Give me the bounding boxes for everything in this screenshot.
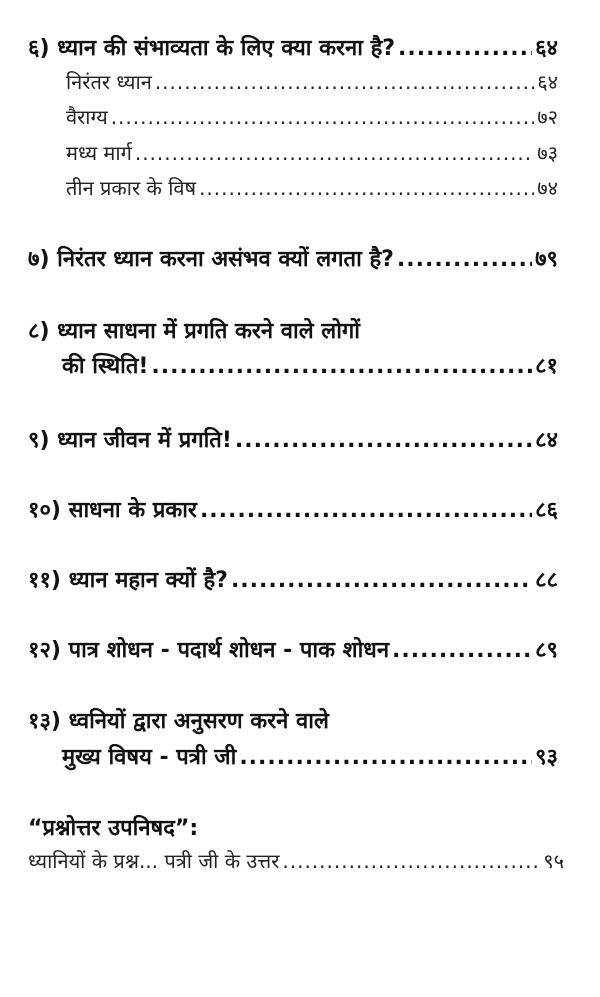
toc-entry-12[interactable] bbox=[0, 634, 600, 664]
toc-subentry-label: निरंतर ध्यान bbox=[66, 70, 152, 94]
dot-leader bbox=[235, 428, 532, 453]
dot-leader bbox=[398, 36, 532, 61]
toc-subentry[interactable] bbox=[0, 103, 600, 130]
toc-subentry[interactable] bbox=[0, 174, 600, 201]
toc-entry-label: ९) ध्यान जीवन में प्रगति! bbox=[28, 428, 232, 453]
toc-entry-6[interactable] bbox=[0, 32, 600, 62]
dot-leader bbox=[231, 568, 532, 593]
toc-page-number: ७४ bbox=[537, 176, 558, 200]
toc-page-number: ८६ bbox=[535, 498, 558, 523]
dot-leader bbox=[199, 176, 534, 200]
toc-entry-8-line1: ८) ध्यान साधना में प्रगति करने वाले लोगों bbox=[28, 319, 361, 344]
dot-leader bbox=[239, 745, 532, 770]
toc-page-number: ६४ bbox=[535, 36, 558, 61]
toc-page-number: ८८ bbox=[535, 568, 558, 593]
dot-leader bbox=[111, 105, 534, 129]
toc-subentry[interactable] bbox=[0, 68, 600, 95]
toc-entry-10[interactable] bbox=[0, 494, 600, 524]
section-heading: “प्रश्नोत्तर उपनिषद”: bbox=[28, 816, 199, 841]
toc-entry-7[interactable] bbox=[0, 243, 600, 273]
toc-page-number: ७९ bbox=[535, 247, 558, 272]
toc-subentry-label: तीन प्रकार के विष bbox=[66, 176, 197, 200]
toc-entry-section[interactable] bbox=[0, 847, 600, 874]
toc-page-number: ९५ bbox=[543, 849, 564, 873]
toc-entry-8[interactable] bbox=[0, 350, 600, 380]
toc-subentry[interactable] bbox=[0, 139, 600, 166]
toc-page-number: ६४ bbox=[537, 70, 558, 94]
dot-leader bbox=[155, 70, 534, 94]
dot-leader bbox=[200, 498, 532, 523]
dot-leader bbox=[135, 141, 534, 165]
dot-leader bbox=[151, 354, 532, 379]
toc-entry-11[interactable] bbox=[0, 564, 600, 594]
toc-entry-13[interactable] bbox=[0, 741, 600, 771]
toc-subentry-label: वैराग्य bbox=[66, 105, 108, 129]
toc-entry-9[interactable] bbox=[0, 424, 600, 454]
toc-entry-label: १२) पात्र शोधन - पदार्थ शोधन - पाक शोधन bbox=[28, 638, 390, 663]
toc-page-number: ८१ bbox=[535, 354, 558, 379]
toc-entry-label: मुख्य विषय - पत्री जी bbox=[62, 745, 237, 770]
toc-entry-label: ११) ध्यान महान क्यों है? bbox=[28, 568, 228, 593]
toc-entry-label: ध्यानियों के प्रश्न... पत्री जी के उत्तर bbox=[28, 849, 280, 873]
toc-subentry-label: मध्य मार्ग bbox=[66, 141, 132, 165]
toc-page-number: ९३ bbox=[535, 745, 558, 770]
toc-entry-label: की स्थिति! bbox=[62, 354, 149, 379]
toc-page-number: ८४ bbox=[535, 428, 558, 453]
toc-entry-label: १०) साधना के प्रकार bbox=[28, 498, 197, 523]
dot-leader bbox=[282, 849, 540, 873]
toc-page-number: ७३ bbox=[537, 141, 558, 165]
toc-page-number: ७२ bbox=[537, 105, 558, 129]
dot-leader bbox=[392, 638, 532, 663]
toc-page-number: ८९ bbox=[535, 638, 558, 663]
toc-entry-label: ६) ध्यान की संभाव्यता के लिए क्या करना है? bbox=[28, 36, 396, 61]
dot-leader bbox=[397, 247, 532, 272]
toc-entry-13-line1: १३) ध्वनियों द्वारा अनुसरण करने वाले bbox=[28, 709, 329, 734]
toc-entry-label: ७) निरंतर ध्यान करना असंभव क्यों लगता है? bbox=[28, 247, 394, 272]
